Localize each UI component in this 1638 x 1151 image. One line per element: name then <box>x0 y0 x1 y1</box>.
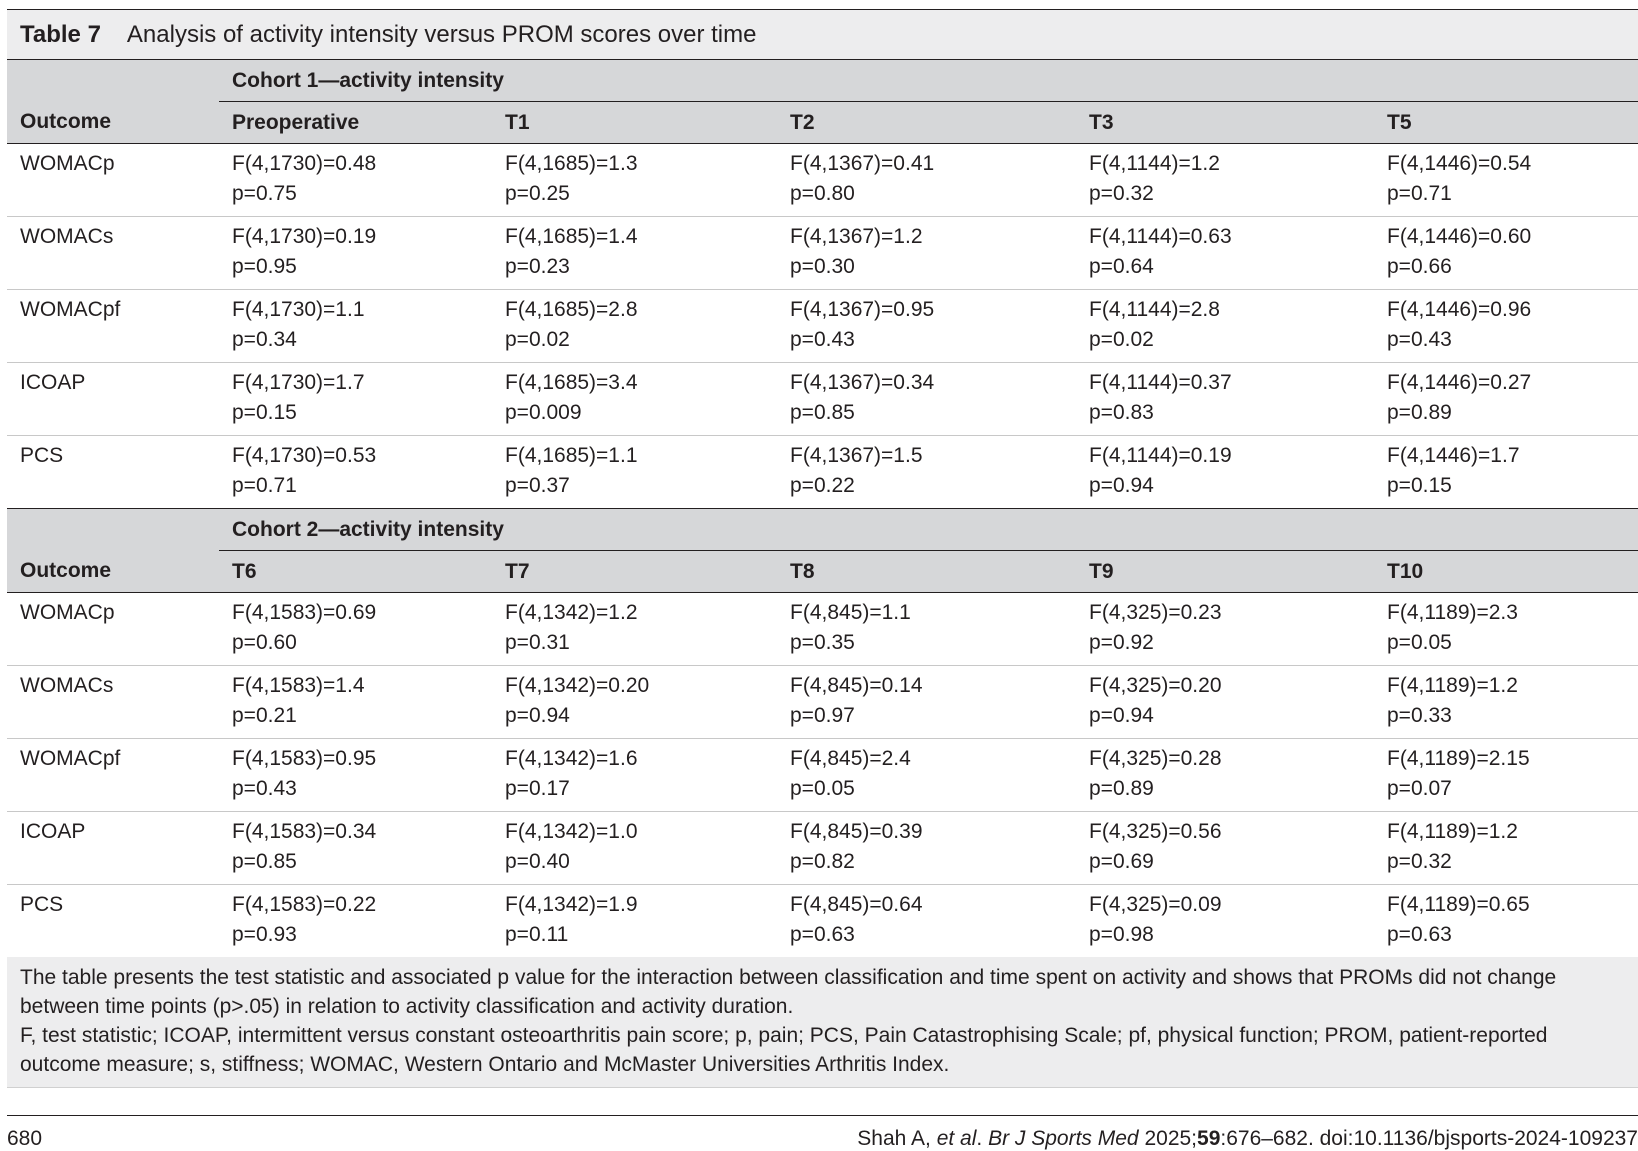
f-statistic: F(4,325)=0.56 <box>1089 820 1222 843</box>
p-value: p=0.75 <box>232 182 297 205</box>
stat-cell <box>1076 739 1374 812</box>
p-value: p=0.80 <box>790 182 855 205</box>
timepoint-column-header: T1 <box>492 102 777 144</box>
p-value: p=0.89 <box>1089 777 1154 800</box>
stat-cell <box>492 885 777 958</box>
table-row <box>7 217 1638 290</box>
p-value: p=0.31 <box>505 631 570 654</box>
p-value: p=0.15 <box>1387 474 1452 497</box>
f-statistic: F(4,1367)=1.5 <box>790 444 923 467</box>
outcome-column-header: Outcome <box>7 551 219 593</box>
outcome-cell: PCS <box>20 893 64 916</box>
f-statistic: F(4,1342)=1.0 <box>505 820 638 843</box>
outcome-cell: WOMACpf <box>7 739 219 812</box>
f-statistic: F(4,1189)=1.2 <box>1387 820 1518 843</box>
stat-cell <box>1076 666 1374 739</box>
p-value: p=0.37 <box>505 474 570 497</box>
cohort-2-table <box>7 509 1638 957</box>
p-value: p=0.85 <box>232 850 297 873</box>
f-statistic: F(4,1144)=1.2 <box>1089 152 1220 175</box>
stat-cell <box>777 363 1076 436</box>
stat-cell <box>1076 885 1374 958</box>
p-value: p=0.69 <box>1089 850 1154 873</box>
stat-cell <box>492 739 777 812</box>
cohort-label: Cohort 2—activity intensity <box>232 517 504 541</box>
p-value: p=0.35 <box>790 631 855 654</box>
f-statistic: F(4,1367)=1.2 <box>790 225 923 248</box>
citation-volume: 59 <box>1197 1127 1221 1150</box>
p-value: p=0.85 <box>790 401 855 424</box>
f-statistic: F(4,845)=0.39 <box>790 820 923 843</box>
f-statistic: F(4,1342)=1.9 <box>505 893 638 916</box>
timepoint-column-header: T9 <box>1076 551 1374 593</box>
p-value: p=0.32 <box>1089 182 1154 205</box>
f-statistic: F(4,1144)=0.19 <box>1089 444 1232 467</box>
f-statistic: F(4,1189)=2.15 <box>1387 747 1530 770</box>
table-caption <box>7 10 1638 60</box>
stat-cell <box>492 436 777 509</box>
p-value: p=0.34 <box>232 328 297 351</box>
page-number: 680 <box>7 1127 43 1150</box>
f-statistic: F(4,1367)=0.34 <box>790 371 935 394</box>
p-value: p=0.11 <box>505 923 569 946</box>
p-value: p=0.40 <box>505 850 570 873</box>
stat-cell <box>1374 666 1638 739</box>
p-value: p=0.63 <box>790 923 855 946</box>
f-statistic: F(4,1144)=2.8 <box>1089 298 1220 321</box>
timepoint-column-header: T7 <box>492 551 777 593</box>
outcome-cell: WOMACp <box>7 593 219 666</box>
stat-cell <box>492 144 777 217</box>
table-row <box>7 290 1638 363</box>
f-statistic: F(4,1446)=0.27 <box>1387 371 1532 394</box>
p-value: p=0.23 <box>505 255 570 278</box>
f-statistic: F(4,1685)=2.8 <box>505 298 638 321</box>
p-value: p=0.43 <box>232 777 297 800</box>
table-row <box>7 885 1638 958</box>
p-value: p=0.22 <box>790 474 855 497</box>
table-footnote <box>7 957 1638 1088</box>
stat-cell <box>777 739 1076 812</box>
stat-cell <box>219 363 492 436</box>
stat-cell <box>1374 436 1638 509</box>
stat-cell <box>1374 363 1638 436</box>
f-statistic: F(4,1446)=0.60 <box>1387 225 1532 248</box>
p-value: p=0.43 <box>1387 328 1452 351</box>
cohort-label: Cohort 1—activity intensity <box>232 68 504 92</box>
stat-cell <box>219 436 492 509</box>
stat-cell <box>219 666 492 739</box>
page-footer <box>7 1116 1638 1151</box>
f-statistic: F(4,1189)=2.3 <box>1387 601 1518 624</box>
p-value: p=0.93 <box>232 923 297 946</box>
cohort-1-table <box>7 60 1638 509</box>
p-value: p=0.82 <box>790 850 855 873</box>
timepoint-column-header: T2 <box>777 102 1076 144</box>
p-value: p=0.97 <box>790 704 855 727</box>
f-statistic: F(4,325)=0.23 <box>1089 601 1222 624</box>
f-statistic: F(4,1144)=0.63 <box>1089 225 1232 248</box>
f-statistic: F(4,1446)=0.96 <box>1387 298 1532 321</box>
stat-cell <box>777 144 1076 217</box>
outcome-cell: PCS <box>20 444 64 467</box>
f-statistic: F(4,1583)=1.4 <box>232 674 365 697</box>
f-statistic: F(4,1189)=1.2 <box>1387 674 1518 697</box>
f-statistic: F(4,1367)=0.95 <box>790 298 935 321</box>
p-value: p=0.64 <box>1089 255 1154 278</box>
p-value: p=0.21 <box>232 704 297 727</box>
f-statistic: F(4,845)=0.14 <box>790 674 923 697</box>
stat-cell <box>1076 217 1374 290</box>
f-statistic: F(4,1367)=0.41 <box>790 152 935 175</box>
citation-etal: et al <box>936 1127 977 1150</box>
stat-cell <box>777 436 1076 509</box>
page <box>7 0 1638 1151</box>
p-value: p=0.89 <box>1387 401 1452 424</box>
stat-cell <box>492 363 777 436</box>
f-statistic: F(4,1583)=0.95 <box>232 747 377 770</box>
f-statistic: F(4,1730)=1.7 <box>232 371 365 394</box>
table-row <box>7 666 1638 739</box>
table-row <box>7 593 1638 666</box>
p-value: p=0.94 <box>505 704 570 727</box>
stat-cell <box>1076 436 1374 509</box>
p-value: p=0.94 <box>1089 474 1154 497</box>
p-value: p=0.63 <box>1387 923 1452 946</box>
f-statistic: F(4,1730)=0.19 <box>232 225 377 248</box>
stat-cell <box>492 666 777 739</box>
citation <box>857 1127 1638 1151</box>
p-value: p=0.95 <box>232 255 297 278</box>
p-value: p=0.98 <box>1089 923 1154 946</box>
outcome-cell: WOMACs <box>7 666 219 739</box>
f-statistic: F(4,1685)=3.4 <box>505 371 638 394</box>
p-value: p=0.92 <box>1089 631 1154 654</box>
citation-year: 2025; <box>1138 1127 1198 1150</box>
stat-cell <box>492 290 777 363</box>
timepoint-column-header: T6 <box>219 551 492 593</box>
stat-cell <box>219 885 492 958</box>
timepoint-column-header: T8 <box>777 551 1076 593</box>
table-row <box>7 436 1638 509</box>
stat-cell <box>777 217 1076 290</box>
stat-cell <box>492 593 777 666</box>
outcome-cell: ICOAP <box>7 363 219 436</box>
f-statistic: F(4,845)=0.64 <box>790 893 923 916</box>
p-value: p=0.30 <box>790 255 855 278</box>
outcome-cell: WOMACs <box>7 217 219 290</box>
p-value: p=0.71 <box>1387 182 1452 205</box>
table-sections <box>7 60 1638 957</box>
p-value: p=0.43 <box>790 328 855 351</box>
p-value: p=0.71 <box>232 474 297 497</box>
cohort-header <box>219 509 1638 551</box>
f-statistic: F(4,1685)=1.1 <box>505 444 638 467</box>
stat-cell <box>777 812 1076 885</box>
f-statistic: F(4,1730)=0.53 <box>232 444 377 467</box>
outcome-cell: ICOAP <box>7 812 219 885</box>
p-value: p=0.66 <box>1387 255 1452 278</box>
p-value: p=0.15 <box>232 401 297 424</box>
timepoint-column-header: T3 <box>1076 102 1374 144</box>
p-value: p=0.02 <box>505 328 570 351</box>
stat-cell <box>777 290 1076 363</box>
header-blank <box>7 509 219 551</box>
stat-cell <box>1374 593 1638 666</box>
p-value: p=0.33 <box>1387 704 1452 727</box>
stat-cell <box>219 290 492 363</box>
p-value: p=0.94 <box>1089 704 1154 727</box>
stat-cell <box>219 217 492 290</box>
citation-author: Shah A, <box>857 1127 937 1150</box>
f-statistic: F(4,325)=0.09 <box>1089 893 1222 916</box>
stat-cell <box>1076 144 1374 217</box>
timepoint-column-header: T5 <box>1374 102 1638 144</box>
stat-cell <box>219 739 492 812</box>
f-statistic: F(4,1342)=0.20 <box>505 674 650 697</box>
stat-cell <box>219 812 492 885</box>
f-statistic: F(4,325)=0.20 <box>1089 674 1222 697</box>
f-statistic: F(4,845)=2.4 <box>790 747 911 770</box>
p-value: p=0.32 <box>1387 850 1452 873</box>
f-statistic: F(4,1583)=0.69 <box>232 601 377 624</box>
stat-cell <box>1374 290 1638 363</box>
f-statistic: F(4,1583)=0.34 <box>232 820 377 843</box>
stat-cell <box>492 812 777 885</box>
stat-cell <box>777 593 1076 666</box>
outcome-cell: WOMACp <box>7 144 219 217</box>
f-statistic: F(4,1685)=1.4 <box>505 225 638 248</box>
outcome-column-header: Outcome <box>7 102 219 144</box>
stat-cell <box>1374 739 1638 812</box>
outcome-cell: WOMACpf <box>7 290 219 363</box>
table-row <box>7 144 1638 217</box>
f-statistic: F(4,1730)=1.1 <box>232 298 365 321</box>
f-statistic: F(4,1446)=0.54 <box>1387 152 1532 175</box>
f-statistic: F(4,845)=1.1 <box>790 601 911 624</box>
table-row <box>7 363 1638 436</box>
stat-cell <box>1374 144 1638 217</box>
footnote-description: The table presents the test statistic and associated p value for the interaction between classification and time spent on activity and shows that PROMs did not change between time points (p>.05) in relation to activity classification and activity duration. <box>20 966 1557 1018</box>
table-row <box>7 812 1638 885</box>
f-statistic: F(4,1583)=0.22 <box>232 893 377 916</box>
stat-cell <box>1076 290 1374 363</box>
table-title: Analysis of activity intensity versus PROM scores over time <box>126 20 757 48</box>
stat-cell <box>219 593 492 666</box>
stat-cell <box>1076 363 1374 436</box>
p-value: p=0.60 <box>232 631 297 654</box>
f-statistic: F(4,1446)=1.7 <box>1387 444 1520 467</box>
timepoint-column-header: Preoperative <box>219 102 492 144</box>
p-value: p=0.17 <box>505 777 570 800</box>
stat-cell <box>1076 593 1374 666</box>
stat-cell <box>1076 812 1374 885</box>
p-value: p=0.25 <box>505 182 570 205</box>
p-value: p=0.009 <box>505 401 582 424</box>
p-value: p=0.02 <box>1089 328 1154 351</box>
header-blank <box>7 60 219 102</box>
table-row <box>7 739 1638 812</box>
p-value: p=0.05 <box>1387 631 1452 654</box>
table-label: Table 7 <box>20 20 101 48</box>
stat-cell <box>1374 885 1638 958</box>
f-statistic: F(4,1685)=1.3 <box>505 152 638 175</box>
f-statistic: F(4,1730)=0.48 <box>232 152 377 175</box>
citation-pages-doi: :676–682. doi:10.1136/bjsports-2024-109237 <box>1220 1127 1638 1150</box>
stat-cell <box>777 885 1076 958</box>
stat-cell <box>777 666 1076 739</box>
citation-sep: . <box>976 1127 989 1150</box>
cohort-header <box>219 60 1638 102</box>
f-statistic: F(4,1342)=1.2 <box>505 601 638 624</box>
stat-cell <box>1374 812 1638 885</box>
stat-cell <box>1374 217 1638 290</box>
f-statistic: F(4,1144)=0.37 <box>1089 371 1232 394</box>
citation-journal: Br J Sports Med <box>988 1127 1139 1150</box>
p-value: p=0.05 <box>790 777 855 800</box>
f-statistic: F(4,1342)=1.6 <box>505 747 638 770</box>
timepoint-column-header: T10 <box>1374 551 1638 593</box>
p-value: p=0.07 <box>1387 777 1452 800</box>
stat-cell <box>219 144 492 217</box>
f-statistic: F(4,325)=0.28 <box>1089 747 1222 770</box>
p-value: p=0.83 <box>1089 401 1154 424</box>
stat-cell <box>492 217 777 290</box>
f-statistic: F(4,1189)=0.65 <box>1387 893 1530 916</box>
footnote-abbreviations: F, test statistic; ICOAP, intermittent versus constant osteoarthritis pain score; p, pain; PCS, Pain Catastrophising Scale; pf, physical function; PROM, patient-reported outcome measure; s, stiffness; WOMAC, Western Ontario and McMaster Universities Arthritis Index. <box>20 1024 1548 1076</box>
